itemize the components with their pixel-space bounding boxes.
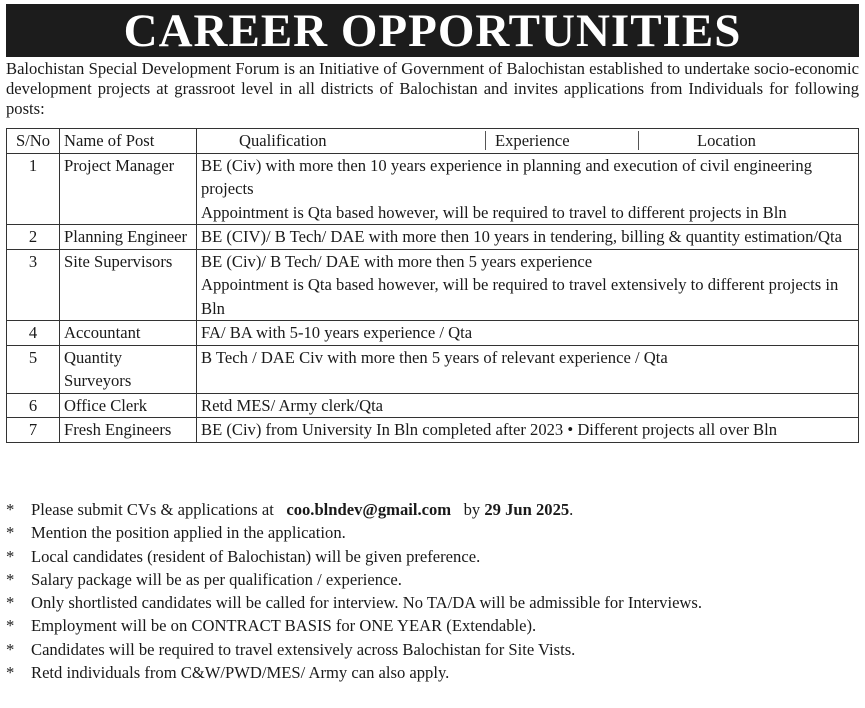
table-row: [7, 225, 859, 250]
qualification-line: Appointment is Qta based however, will be required to travel to different projects in Bln: [201, 202, 787, 222]
list-item: [6, 521, 859, 544]
header-sno: S/No: [7, 129, 60, 154]
qualification-line: BE (Civ) from University In Bln completed after 2023 • Different projects all over Bln: [201, 420, 778, 439]
notes-list: [6, 498, 859, 684]
by-text: by: [463, 500, 481, 519]
qualification-line: BE (Civ)/ B Tech/ DAE with more then 5 years experience: [201, 251, 593, 271]
table-row: [7, 418, 859, 443]
bullet-icon: *: [6, 616, 15, 636]
row-qualification: [197, 321, 859, 346]
row-qualification: [197, 418, 859, 443]
header-experience: Experience: [495, 131, 570, 150]
note-text: Only shortlisted candidates will be called for interview. No TA/DA will be admissible for Interviews.: [31, 593, 703, 613]
period-text: .: [569, 500, 574, 519]
row-post-name: Planning Engineer: [60, 225, 197, 250]
qualification-line: Retd MES/ Army clerk/Qta: [201, 395, 384, 415]
row-sno: 7: [7, 418, 60, 443]
list-item: [6, 614, 859, 637]
header-details: [197, 129, 859, 154]
header-location: Location: [697, 131, 756, 150]
table-row: [7, 321, 859, 346]
bullet-icon: *: [6, 569, 15, 589]
list-item: [6, 545, 859, 568]
row-qualification: [197, 249, 859, 321]
list-item: [6, 568, 859, 591]
note-text: Retd individuals from C&W/PWD/MES/ Army can also apply.: [31, 663, 450, 683]
list-item: [6, 498, 859, 521]
row-sno: 1: [7, 153, 60, 225]
deadline-date: 29 Jun 2025: [484, 500, 570, 519]
page-title: CAREER OPPORTUNITIES: [6, 4, 859, 57]
row-post-name: Project Manager: [60, 153, 197, 225]
table-row: [7, 393, 859, 418]
posts-table: [6, 128, 859, 443]
row-post-name: Accountant: [60, 321, 197, 346]
bullet-icon: *: [6, 593, 15, 613]
bullet-icon: *: [6, 663, 15, 683]
note-text: Local candidates (resident of Balochistan) will be given preference.: [31, 546, 481, 566]
row-sno: 2: [7, 225, 60, 250]
intro-paragraph: Balochistan Special Development Forum is an Initiative of Government of Balochistan established to undertake socio-economic development projects at grassroot level in all districts of Balochistan and invites applications from Individuals for following posts:: [6, 59, 859, 118]
note-text: Candidates will be required to travel extensively across Balochistan for Site Vists.: [31, 639, 576, 659]
bullet-icon: *: [6, 500, 15, 519]
row-sno: 6: [7, 393, 60, 418]
qualification-line: Appointment is Qta based however, will be required to travel extensively to different projects in Bln: [201, 275, 839, 318]
list-item: [6, 591, 859, 614]
row-post-name: Office Clerk: [60, 393, 197, 418]
note-text: Employment will be on CONTRACT BASIS for ONE YEAR (Extendable).: [31, 616, 537, 636]
row-post-name: Quantity Surveyors: [60, 345, 197, 393]
header-post: Name of Post: [60, 129, 197, 154]
qualification-line: BE (CIV)/ B Tech/ DAE with more then 10 years in tendering, billing & quantity estimation/Qta: [201, 227, 842, 246]
list-item: [6, 661, 859, 684]
qualification-line: FA/ BA with 5-10 years experience / Qta: [201, 323, 473, 342]
qualification-line: B Tech / DAE Civ with more then 5 years of relevant experience / Qta: [201, 347, 668, 367]
row-post-name: Site Supervisors: [60, 249, 197, 321]
header-divider: [638, 131, 639, 150]
row-sno: 4: [7, 321, 60, 346]
bullet-icon: *: [6, 546, 15, 566]
row-post-name: Fresh Engineers: [60, 418, 197, 443]
row-qualification: [197, 345, 859, 393]
row-qualification: [197, 153, 859, 225]
row-sno: 5: [7, 345, 60, 393]
email-link[interactable]: coo.blndev@gmail.com: [286, 500, 452, 519]
row-sno: 3: [7, 249, 60, 321]
table-row: [7, 345, 859, 393]
submit-text: Please submit CVs & applications at: [31, 500, 274, 519]
table-row: [7, 153, 859, 225]
row-qualification: [197, 225, 859, 250]
list-item: [6, 638, 859, 661]
qualification-line: BE (Civ) with more then 10 years experience in planning and execution of civil engineering projects: [201, 155, 813, 198]
bullet-icon: *: [6, 639, 15, 659]
bullet-icon: *: [6, 523, 15, 543]
table-header-row: [7, 129, 859, 154]
header-qualification: Qualification: [239, 131, 327, 150]
note-text: Mention the position applied in the application.: [31, 523, 346, 543]
row-qualification: [197, 393, 859, 418]
note-text: Salary package will be as per qualification / experience.: [31, 569, 402, 589]
header-divider: [485, 131, 486, 150]
table-row: [7, 249, 859, 321]
